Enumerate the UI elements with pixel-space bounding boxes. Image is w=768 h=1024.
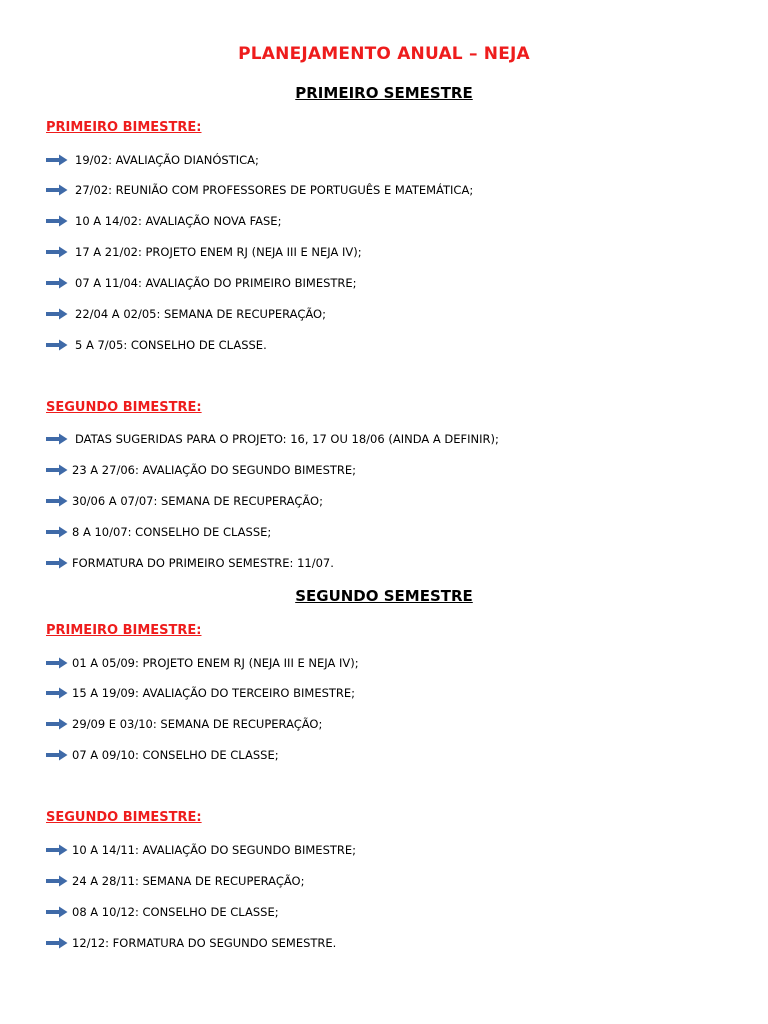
bimester-title-second-semester-second: SEGUNDO BIMESTRE: bbox=[46, 810, 202, 825]
list-item: 10 A 14/11: AVALIAÇÃO DO SEGUNDO BIMESTRE; bbox=[46, 842, 356, 858]
list-item: 30/06 A 07/07: SEMANA DE RECUPERAÇÃO; bbox=[46, 493, 323, 509]
list-item: 27/02: REUNIÃO COM PROFESSORES DE PORTUGUÊS E MATEMÁTICA; bbox=[46, 182, 473, 198]
list-item: 08 A 10/12: CONSELHO DE CLASSE; bbox=[46, 904, 279, 920]
arrow-right-icon bbox=[46, 339, 68, 351]
arrow-right-icon bbox=[46, 557, 68, 569]
arrow-right-icon bbox=[46, 937, 68, 949]
arrow-right-icon bbox=[46, 526, 68, 538]
list-item: FORMATURA DO PRIMEIRO SEMESTRE: 11/07. bbox=[46, 555, 334, 571]
arrow-right-icon bbox=[46, 246, 68, 258]
list-item: 5 A 7/05: CONSELHO DE CLASSE. bbox=[46, 337, 267, 353]
list-item: 12/12: FORMATURA DO SEGUNDO SEMESTRE. bbox=[46, 935, 336, 951]
arrow-right-icon bbox=[46, 154, 68, 166]
list-item: 29/09 E 03/10: SEMANA DE RECUPERAÇÃO; bbox=[46, 716, 322, 732]
arrow-right-icon bbox=[46, 433, 68, 445]
semester-title-second: SEGUNDO SEMESTRE bbox=[295, 587, 473, 605]
arrow-right-icon bbox=[46, 844, 68, 856]
bimester-title-first-semester-second: SEGUNDO BIMESTRE: bbox=[46, 400, 202, 415]
arrow-right-icon bbox=[46, 687, 68, 699]
list-item: 23 A 27/06: AVALIAÇÃO DO SEGUNDO BIMESTRE; bbox=[46, 462, 356, 478]
page-title: PLANEJAMENTO ANUAL – NEJA bbox=[238, 44, 530, 64]
arrow-right-icon bbox=[46, 215, 68, 227]
arrow-right-icon bbox=[46, 464, 68, 476]
arrow-right-icon bbox=[46, 906, 68, 918]
list-item: DATAS SUGERIDAS PARA O PROJETO: 16, 17 OU 18/06 (AINDA A DEFINIR); bbox=[46, 431, 499, 447]
list-item: 19/02: AVALIAÇÃO DIANÓSTICA; bbox=[46, 152, 259, 168]
arrow-right-icon bbox=[46, 184, 68, 196]
list-item: 10 A 14/02: AVALIAÇÃO NOVA FASE; bbox=[46, 213, 281, 229]
list-item: 07 A 09/10: CONSELHO DE CLASSE; bbox=[46, 747, 279, 763]
list-item: 01 A 05/09: PROJETO ENEM RJ (NEJA III E NEJA IV); bbox=[46, 655, 359, 671]
list-item: 22/04 A 02/05: SEMANA DE RECUPERAÇÃO; bbox=[46, 306, 326, 322]
list-item: 8 A 10/07: CONSELHO DE CLASSE; bbox=[46, 524, 271, 540]
arrow-right-icon bbox=[46, 308, 68, 320]
arrow-right-icon bbox=[46, 875, 68, 887]
arrow-right-icon bbox=[46, 657, 68, 669]
semester-title-first: PRIMEIRO SEMESTRE bbox=[295, 84, 473, 102]
list-item: 24 A 28/11: SEMANA DE RECUPERAÇÃO; bbox=[46, 873, 304, 889]
arrow-right-icon bbox=[46, 495, 68, 507]
arrow-right-icon bbox=[46, 718, 68, 730]
bimester-title-second-semester-first: PRIMEIRO BIMESTRE: bbox=[46, 623, 202, 638]
list-item: 15 A 19/09: AVALIAÇÃO DO TERCEIRO BIMESTRE; bbox=[46, 685, 355, 701]
arrow-right-icon bbox=[46, 277, 68, 289]
arrow-right-icon bbox=[46, 749, 68, 761]
list-item: 07 A 11/04: AVALIAÇÃO DO PRIMEIRO BIMESTRE; bbox=[46, 275, 357, 291]
bimester-title-first-semester-first: PRIMEIRO BIMESTRE: bbox=[46, 120, 202, 135]
list-item: 17 A 21/02: PROJETO ENEM RJ (NEJA III E NEJA IV); bbox=[46, 244, 362, 260]
